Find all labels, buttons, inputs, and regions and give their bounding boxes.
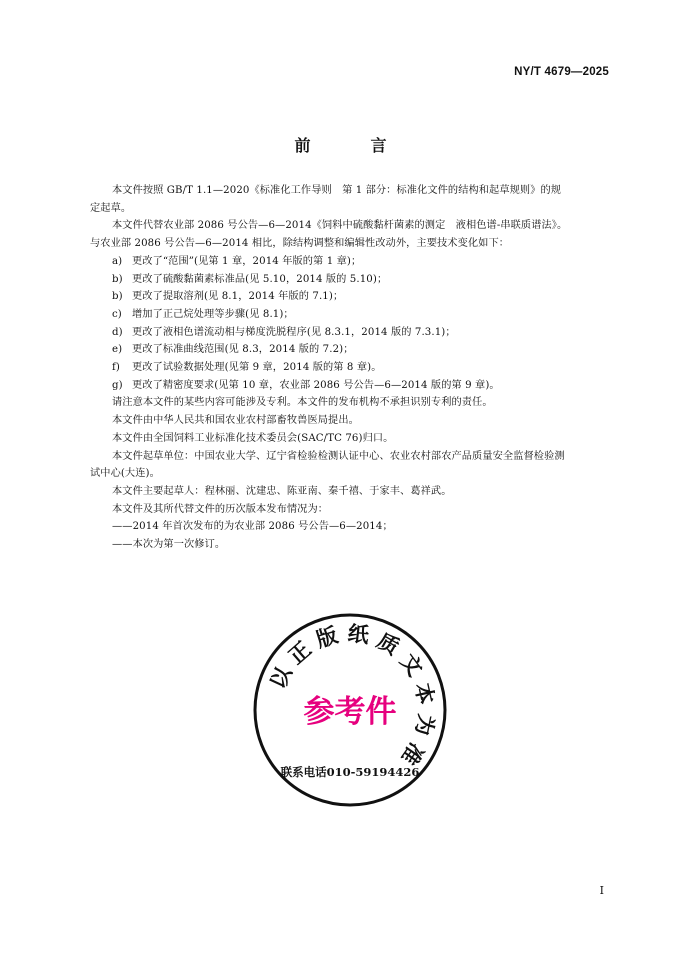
stamp-arc-char: 正	[284, 636, 316, 669]
stamp-arc-char: 准	[396, 738, 429, 770]
list-item: f) 更改了试验数据处理(见第 9 章，2014 版的第 8 章)。	[112, 362, 382, 374]
history-entry: ——2014 年首次发布的为农业部 2086 号公告—6—2014；	[112, 521, 393, 533]
proposed-by: 本文件由中华人民共和国农业农村部畜牧兽医局提出。	[112, 415, 359, 427]
paragraph-drafting-rules: 本文件按照 GB/T 1.1—2020《标准化工作导则 第 1 部分：标准化文件的结构和起草规则》的规	[112, 185, 562, 196]
list-item: g) 更改了精密度要求(见第 10 章，农业部 2086 号公告—6—2014 版的第 9 章)。	[112, 379, 500, 391]
patent-notice: 请注意本文件的某些内容可能涉及专利。本文件的发布机构不承担识别专利的责任。	[112, 397, 493, 409]
centralized-by: 本文件由全国饲料工业标准化技术委员会(SAC/TC 76)归口。	[112, 432, 394, 444]
list-item: b) 更改了硫酸黏菌素标准品(见 5.10，2014 版的 5.10)；	[112, 273, 388, 285]
list-item: c) 增加了正己烷处理等步骤(见 8.1)；	[112, 308, 294, 320]
foreword-body	[90, 182, 612, 554]
paragraph-replaces: 本文件代替农业部 2086 号公告—6—2014《饲料中硫酸黏杆菌素的测定 液相色谱-串联质谱法》。	[112, 220, 568, 232]
stamp-arc-char: 质	[372, 628, 404, 660]
history-intro: 本文件及其所代替文件的历次版本发布情况为：	[112, 503, 329, 515]
stamp-arc-char: 以	[265, 663, 297, 693]
page-title: 前 言	[294, 136, 409, 155]
drafting-units-cont: 试中心(大连)。	[90, 468, 160, 480]
stamp-seal-icon	[250, 610, 450, 810]
standard-code: NY/T 4679—2025	[514, 66, 609, 78]
drafters: 本文件主要起草人：程林丽、沈建忠、陈亚南、秦千禧、于家丰、葛祥武。	[112, 485, 452, 497]
list-item: d) 更改了液相色谱流动相与梯度洗脱程序(见 8.3.1，2014 版的 7.3.1)；	[112, 326, 456, 338]
stamp-arc-char: 文	[395, 649, 428, 681]
list-item: a) 更改了“范围”(见第 1 章，2014 年版的第 1 章)；	[112, 255, 362, 267]
stamp-arc-char: 版	[313, 622, 341, 653]
history-entry: ——本次为第一次修订。	[112, 539, 226, 551]
drafting-units: 本文件起草单位：中国农业大学、辽宁省检验检测认证中心、农业农村部农产品质量安全监督检验测	[112, 450, 565, 462]
paragraph-drafting-rules-cont: 定起草。	[90, 202, 132, 214]
changes-list	[90, 253, 612, 395]
page-number: I	[599, 884, 604, 897]
stamp-arc-char: 为	[410, 712, 439, 738]
stamp-arc-char: 纸	[346, 621, 371, 648]
list-item: b) 更改了提取溶剂(见 8.1，2014 年版的 7.1)；	[112, 291, 344, 303]
stamp-phone: 联系电话010-59194426	[280, 765, 420, 779]
stamp-center-text: 参考件	[303, 694, 397, 730]
stamp-arc-char: 本	[410, 680, 439, 707]
paragraph-replaces-cont: 与农业部 2086 号公告—6—2014 相比，除结构调整和编辑性改动外，主要技术变化如下：	[90, 238, 510, 250]
reference-copy-stamp	[250, 610, 450, 810]
list-item: e) 更改了标准曲线范围(见 8.3，2014 版的 7.2)；	[112, 344, 354, 356]
